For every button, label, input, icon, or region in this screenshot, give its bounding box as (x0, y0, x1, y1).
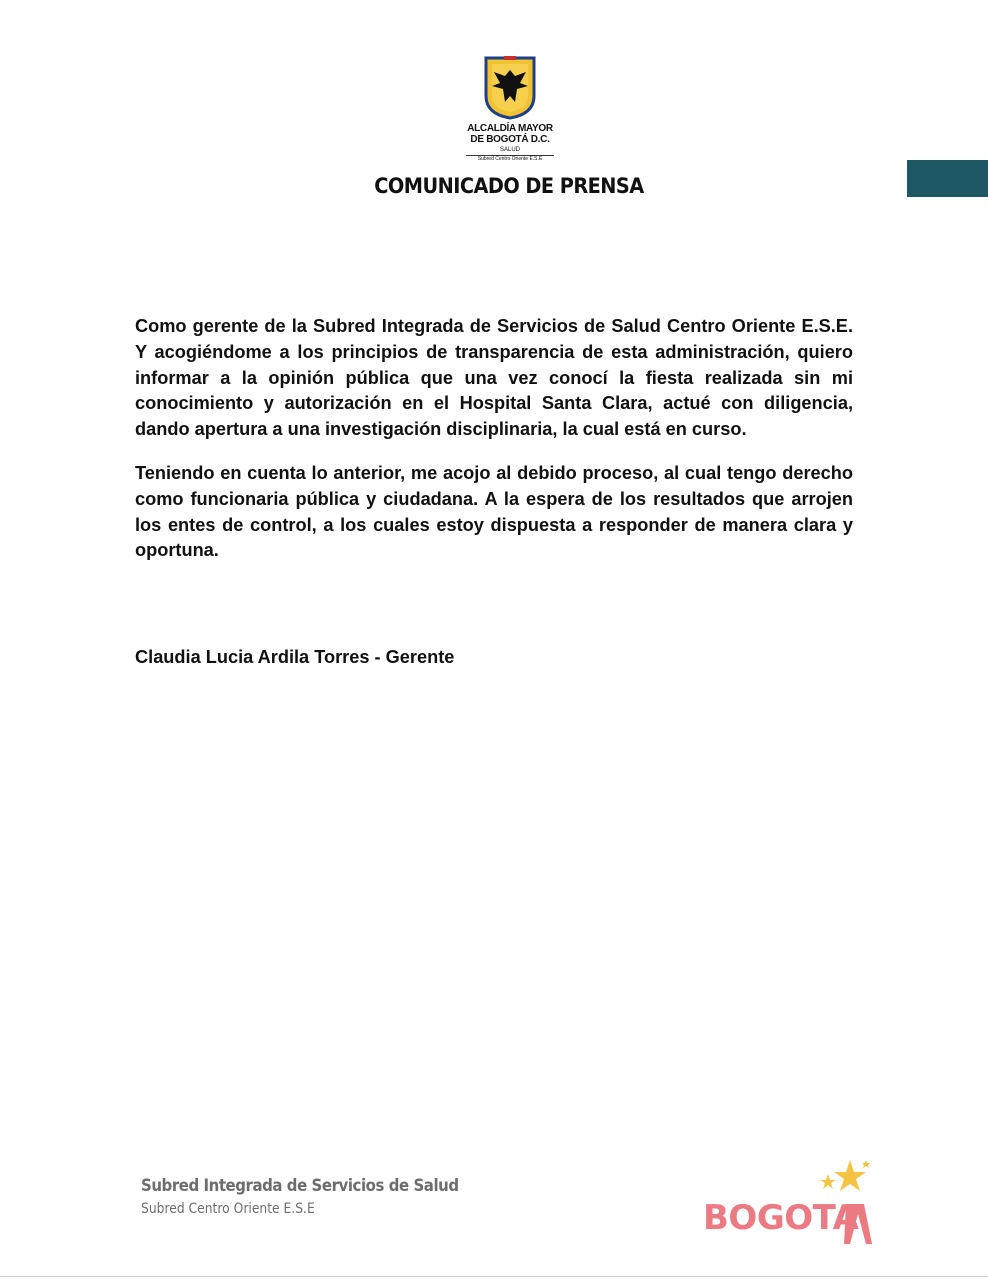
footer-line-2: Subred Centro Oriente E.S.E (141, 1201, 315, 1217)
footer-org (141, 1176, 502, 1217)
issuer-line-3: SALUD (499, 147, 520, 153)
paragraph-1: Como gerente de la Subred Integrada de Servicios de Salud Centro Oriente E.S.E. Y acogiéndome a los principios de transparencia de esta administración, quiero informar a la opinión pública que una vez conocí la fiesta realizada sin mi conocimiento y autorización en el Hospital Santa Clara, actué con diligencia, dando apertura a una investigación disciplinaria, la cual está en curso. (135, 316, 853, 440)
footer-line-1: Subred Integrada de Servicios de Salud (141, 1176, 459, 1196)
issuer-line-2: DE BOGOTÁ D.C. (470, 134, 550, 145)
page-title: COMUNICADO DE PRENSA (374, 174, 644, 198)
issuer-line-4: Subred Centro Oriente E.S.E (477, 156, 543, 162)
issuer-block (440, 124, 580, 162)
issuer-line-1: ALCALDÍA MAYOR (467, 123, 553, 134)
signature: Claudia Lucia Ardila Torres - Gerente (135, 647, 455, 667)
bogota-crest-icon (482, 56, 538, 120)
paragraph-2: Teniendo en cuenta lo anterior, me acojo al debido proceso, al cual tengo derecho como funcionaria pública y ciudadana. A la espera de los resultados que arrojen los entes de control, a los cuales estoy dispuesta a responder de manera clara y oportuna. (135, 462, 853, 561)
bottom-divider (0, 1276, 988, 1277)
bogota-brand-text: BOGOTA (703, 1198, 859, 1238)
press-release-body (135, 314, 853, 582)
